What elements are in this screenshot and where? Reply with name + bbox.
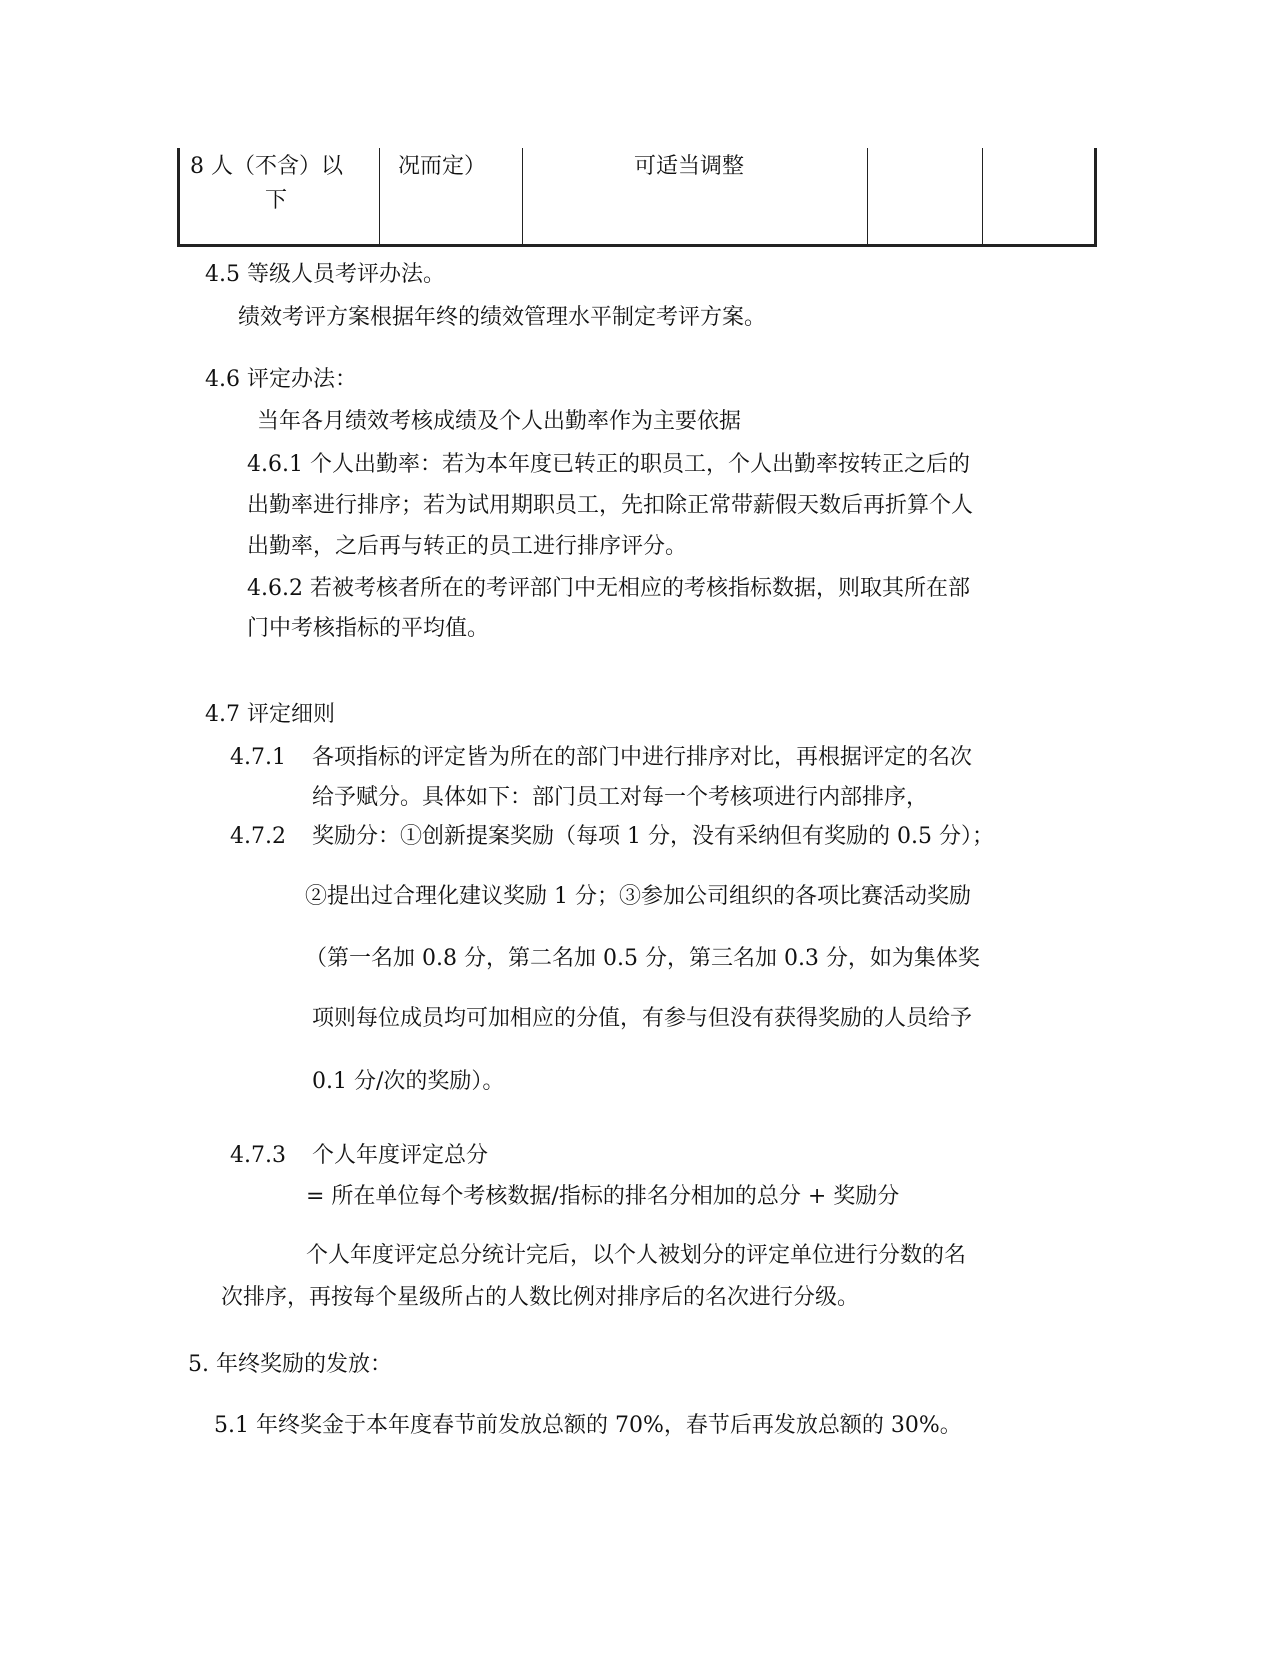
section-4-5-text: 绩效考评方案根据年终的绩效管理水平制定考评方案。 xyxy=(238,305,767,330)
section-5-title: 5. 年终奖励的发放： xyxy=(188,1352,392,1377)
section-4-7-2-line: ②提出过合理化建议奖励 1 分；③参加公司组织的各项比赛活动奖励 xyxy=(305,884,971,909)
section-4-6-title: 4.6 评定办法： xyxy=(205,367,357,392)
section-4-7-2-line: 奖励分：①创新提案奖励（每项 1 分，没有采纳但有奖励的 0.5 分）； xyxy=(312,824,994,849)
table-border-right xyxy=(1094,148,1097,247)
section-4-7-3-paragraph: 次排序，再按每个星级所占的人数比例对排序后的名次进行分级。 xyxy=(221,1285,860,1310)
section-4-7-2-line: 0.1 分/次的奖励）。 xyxy=(312,1069,505,1094)
section-4-7-2-line: 项则每位成员均可加相应的分值，有参与但没有获得奖励的人员给予 xyxy=(312,1006,973,1031)
table-divider xyxy=(982,148,983,247)
section-4-7-3-paragraph: 个人年度评定总分统计完后，以个人被划分的评定单位进行分数的名 xyxy=(306,1243,967,1268)
section-4-7-2-number: 4.7.2 xyxy=(230,824,286,849)
section-4-7-title: 4.7 评定细则 xyxy=(205,702,335,727)
section-4-6-1-line: 出勤率，之后再与转正的员工进行排序评分。 xyxy=(247,534,688,559)
section-4-7-1-line: 各项指标的评定皆为所在的部门中进行排序对比，再根据评定的名次 xyxy=(312,745,973,770)
table-cell: 况而定） xyxy=(398,154,487,179)
table-cell: 下 xyxy=(265,188,288,213)
section-4-7-3-formula: = 所在单位每个考核数据/指标的排名分相加的总分 + 奖励分 xyxy=(306,1184,900,1209)
section-4-6-2-line: 4.6.2 若被考核者所在的考评部门中无相应的考核指标数据，则取其所在部 xyxy=(247,576,970,601)
section-4-5-title: 4.5 等级人员考评办法。 xyxy=(205,262,445,287)
section-4-7-3-title: 个人年度评定总分 xyxy=(312,1143,489,1168)
section-4-6-1-line: 4.6.1 个人出勤率：若为本年度已转正的职员工，个人出勤率按转正之后的 xyxy=(247,452,970,477)
table-divider xyxy=(379,148,380,247)
section-4-7-2-line: （第一名加 0.8 分，第二名加 0.5 分，第三名加 0.3 分，如为集体奖 xyxy=(305,946,980,971)
table-divider xyxy=(867,148,868,247)
section-4-6-1-line: 出勤率进行排序；若为试用期职员工，先扣除正常带薪假天数后再折算个人 xyxy=(247,493,974,518)
section-5-1-text: 5.1 年终奖金于本年度春节前发放总额的 70%，春节后再发放总额的 30%。 xyxy=(214,1413,962,1438)
section-4-7-1-number: 4.7.1 xyxy=(230,745,286,770)
table-cell: 8 人（不含）以 xyxy=(190,154,343,179)
section-4-7-3-number: 4.7.3 xyxy=(230,1143,286,1168)
section-4-6-text: 当年各月绩效考核成绩及个人出勤率作为主要依据 xyxy=(257,409,742,434)
section-4-7-1-line: 给予赋分。具体如下：部门员工对每一个考核项进行内部排序， xyxy=(312,785,929,810)
criteria-table-fragment xyxy=(177,148,1097,247)
table-border-left xyxy=(177,148,180,247)
table-border-bottom xyxy=(177,244,1097,247)
table-divider xyxy=(522,148,523,247)
table-cell: 可适当调整 xyxy=(634,154,745,179)
section-4-6-2-line: 门中考核指标的平均值。 xyxy=(247,616,490,641)
